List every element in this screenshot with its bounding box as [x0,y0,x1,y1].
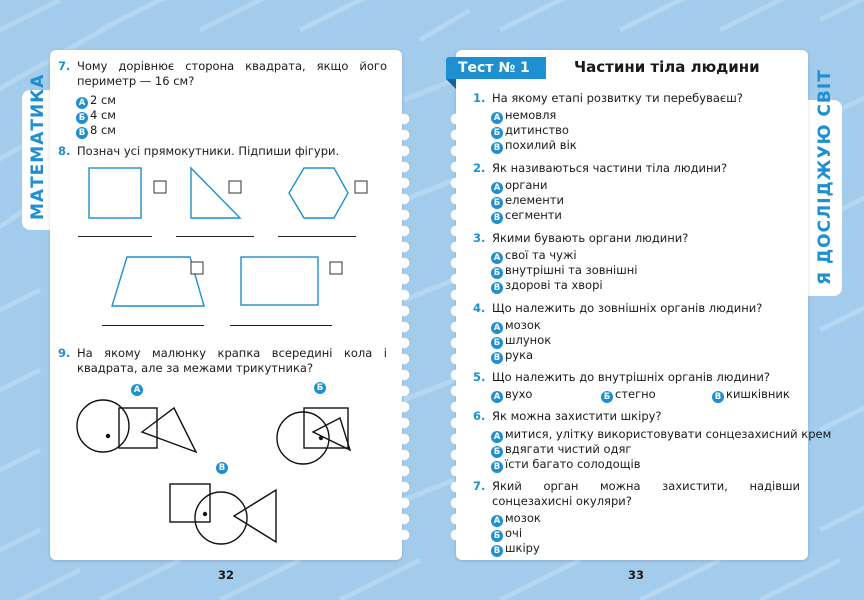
figure-a [77,400,196,452]
question-9-figures [70,390,390,550]
answer-line[interactable] [78,236,152,237]
checkbox [154,181,166,193]
figure-b-label: Б [314,382,326,394]
rq7-number: 7. [473,479,486,493]
q7-option-b[interactable]: Б 4 см [76,108,116,124]
question-8-text: Познач усі прямокутники. Підпиши фігури. [77,144,340,158]
rq1-option-b[interactable]: Б дитинство [491,123,569,139]
rq2-option-a[interactable]: А органи [491,178,547,194]
checkbox [229,181,241,193]
rq6-option-a[interactable]: А митися, улітку використовувати сонцезахисний крем [491,427,831,443]
question-7-text: Чому дорівнює сторона квадрата, якщо його периметр — 16 см? [77,59,387,88]
rq3-option-b[interactable]: Б внутрішні та зовнішні [491,263,637,279]
checkbox [355,181,367,193]
test-banner: Тест № 1 [446,57,546,79]
question-8-figures [70,160,390,330]
figure-c-label: В [216,462,228,474]
rq4-option-c[interactable]: В рука [491,348,533,364]
rectangle-figure [241,257,318,305]
rq1-number: 1. [473,91,486,105]
left-page-number: 32 [218,568,235,582]
question-9-number: 9. [58,346,71,360]
answer-line[interactable] [278,236,356,237]
rq4-number: 4. [473,301,486,315]
figure-a-label: А [131,384,143,396]
rq4-option-b[interactable]: Б шлунок [491,333,551,349]
rq5-option-c[interactable]: В кишківник [712,387,790,403]
rq7-option-c[interactable]: В шкіру [491,541,540,557]
question-8-number: 8. [58,144,71,158]
checkbox [330,262,342,274]
rq5-option-b[interactable]: Б стегно [601,387,656,403]
square-figure [89,168,141,218]
rq6-option-b[interactable]: Б вдягати чистий одяг [491,442,631,458]
rq2-option-c[interactable]: В сегменти [491,208,562,224]
rq4-text: Що належить до зовнішніх органів людини? [492,301,763,315]
figure-c [170,484,276,544]
q7-option-c[interactable]: В 8 см [76,123,116,139]
dot [203,512,207,516]
rq1-option-a[interactable]: А немовля [491,108,556,124]
rq1-option-c[interactable]: В похилий вік [491,138,577,154]
rq3-text: Якими бувають органи людини? [492,231,689,245]
rq2-number: 2. [473,161,486,175]
test-banner-fold [446,79,456,89]
rq7-option-a[interactable]: А мозок [491,511,541,527]
dot [319,436,323,440]
rq5-option-a[interactable]: А вухо [491,387,532,403]
right-page-number: 33 [628,568,645,582]
left-tab-label: МАТЕМАТИКА [28,73,48,220]
hexagon-figure [289,168,348,218]
test-title: Частини тіла людини [574,58,760,76]
rq7-option-b[interactable]: Б очі [491,526,522,542]
question-7-number: 7. [58,59,71,73]
rq1-text: На якому етапі розвитку ти перебуваєш? [492,91,743,105]
rq6-text: Як можна захистити шкіру? [492,409,662,423]
rq3-option-c[interactable]: В здорові та хворі [491,278,603,294]
rq4-option-a[interactable]: А мозок [491,318,541,334]
rq3-number: 3. [473,231,486,245]
checkbox [191,262,203,274]
figure-b [277,408,350,464]
answer-line[interactable] [102,325,204,326]
question-9-text: На якому малюнку крапка всередині кола і квадрата, але за межами трикутника? [77,346,387,375]
rq5-text: Що належить до внутрішніх органів людини? [492,370,770,384]
right-tab-label: Я ДОСЛІДЖУЮ СВІТ [815,69,835,285]
dot [106,434,110,438]
right-page-edge [450,110,462,540]
rq3-option-a[interactable]: А свої та чужі [491,248,577,264]
left-page-edge [398,110,410,540]
trapezoid-figure [112,257,204,306]
rq7-text: Який орган можна захистити, надівши сонцезахисні окуляри? [492,479,800,508]
answer-line[interactable] [230,325,332,326]
q7-option-a[interactable]: А 2 см [76,93,116,109]
rq2-text: Як називаються частини тіла людини? [492,161,728,175]
rq6-option-c[interactable]: В їсти багато солодощів [491,457,641,473]
rq6-number: 6. [473,409,486,423]
answer-line[interactable] [176,236,254,237]
rq2-option-b[interactable]: Б елементи [491,193,564,209]
rq5-number: 5. [473,370,486,384]
